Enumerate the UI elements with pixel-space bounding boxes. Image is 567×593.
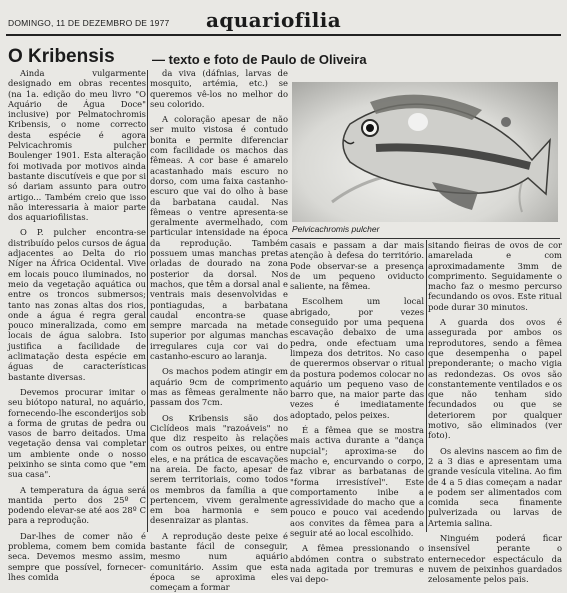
paragraph: Escolhem um local abrigado, por vezes conseguido por uma pequena escavação debaixo de uma pedra, onde efectuam uma limpeza dos detritos. No caso de querermos observar o ritual da postura podemos colocar no aquário um pequeno vaso de barro que, na maior parte das vezes é imediatamente adoptado, pelos peixes.: [290, 296, 424, 420]
paragraph: Devemos procurar imitar o seu biótopo natural, no aquário, fornecendo-lhe esconderijos sob a forma de grutas de pedra ou vasos de barro deitados. Uma vegetação densa vai completar um ambiente onde o nosso peixinho se sinta como que "em sua casa".: [8, 386, 146, 480]
paragraph: Os alevins nascem ao fim de 2 a 3 dias e apresentam uma grande vesícula vitelina. Ao fim de 4 a 5 dias começam a nadar e podem ser alimentados com comida seca finamente pulverizada ou larvas de Artemia salina.: [428, 445, 562, 528]
paragraph: A fêmea pressionando o abdómen contra o substrato nada agitada por tremuras e vai depo-: [290, 543, 424, 585]
column-divider: [147, 70, 148, 532]
paragraph: Os Kribensis são dos Ciclídeos mais "razoáveis" no que diz respeito às relações com os outros peixes, ou entre eles, e na prática de escavações na areia. De facto, apesar de serem territoriais, como todos os membros da família a que pertencem, vivem geralmente em boa harmonia e sem desenraizar as plantas.: [150, 412, 288, 526]
article-byline: — texto e foto de Paulo de Oliveira: [152, 52, 367, 67]
page-header: [6, 6, 561, 36]
paragraph: A reprodução deste peixe é bastante fácil de conseguir, mesmo num aquário comunitário. Assim que esta época se aproxima eles começam a formar: [150, 530, 288, 593]
fish-illustration: [292, 82, 558, 222]
paragraph: A guarda dos ovos é assegurada por ambos os reprodutores, sendo a fêmea que desempenha o papel preponderante; o macho vigia as redondezas. Os ovos são constantemente ventilados e os que não tenham sido fecundados ou que se deteriorem por qualquer motivo, são eliminados (ver foto).: [428, 317, 562, 441]
paragraph: A temperatura da água será mantida perto dos 25º C podendo elevar-se até aos 28º C para a reprodução.: [8, 484, 146, 526]
paragraph: casais e passam a dar mais atenção à defesa do território. Pode observar-se a presença de um pequeno oviducto saliente, na fêmea.: [290, 240, 424, 292]
issue-date: DOMINGO, 11 DE DEZEMBRO DE 1977: [8, 18, 170, 28]
paragraph: Dar-lhes de comer não é problema, comem bem comida seca. Devemos mesmo assim, sempre que possível, fornecer-lhes comida: [8, 530, 146, 582]
article-title: O Kribensis: [8, 46, 115, 67]
photo-divider: [290, 238, 560, 239]
article-column-3: [290, 240, 424, 585]
photo-caption: Pelvicachromis pulcher: [292, 224, 380, 234]
paragraph: Ainda vulgarmente designado em obras recentes (na 1a. edição do meu livro "O Aquário de Água Doce" inclusive) por Pelmatochromis Kribensis, o nome correcto desta espécie é agora Pelvicachromis pulcher Boulenger 1901. Esta alteração foi motivada por motivos ainda bastante discutíveis e que por si só dariam assunto para outro artigo... Também creio que isso não interessaria à maior parte dos aquariofilistas.: [8, 68, 146, 223]
paragraph: Ninguém poderá ficar insensível perante o enternecedor espectáculo da nuvem de peixinhos guardados zelosamente pelos pais.: [428, 533, 562, 585]
paragraph: Os machos podem atingir em aquário 9cm de comprimento mas as fêmeas geralmente não passam dos 7cm.: [150, 366, 288, 408]
article-column-2: [150, 68, 288, 593]
paragraph: É a fêmea que se mostra mais activa durante a "dança nupcial"; aproxima-se do macho e, encurvando o corpo, faz vibrar as barbatanas de "forma irresistível". Este comportamento inibe a agressividade do macho que a pouco e pouco vai acedendo aos convites da fêmea para a seguir até ao local escolhido.: [290, 425, 424, 539]
article-column-4: [428, 240, 562, 585]
paragraph: A coloração apesar de não ser muito vistosa é contudo bonita e permite diferenciar com facilidade os machos das fêmeas. A cor base é amarelo acastanhado mais escuro no dorso, com uma faixa castanho-escuro que vai do olho à base da barbatana caudal. Nas fêmeas o ventre apresenta-se geralmente avermelhado, com particular intensidade na época da reprodução. Também possuem umas manchas pretas orladas de dourado na zona posterior da dorsal. Nos machos, que têm a dorsal anal e ventrais mais desenvolvidas e pontiagudas, a barbatana caudal encontra-se quase sempre marcada na metade superior por algumas manchas irregulares cuja cor vai do castanho-escuro ao laranja.: [150, 114, 288, 362]
paragraph: sitando fieiras de ovos de cor amarelada e com aproximadamente 3mm de comprimento. Seguidamente o macho faz o mesmo percurso fecundando os ovos. Este ritual pode durar 30 minutos.: [428, 240, 562, 312]
section-title: aquariofilia: [206, 8, 342, 32]
column-divider: [426, 240, 427, 532]
paragraph: da viva (dáfnias, larvas de mosquito, artémia, etc.) se queremos vê-los no melhor do seu colorido.: [150, 68, 288, 109]
article-column-1: [8, 68, 146, 582]
paragraph: O P. pulcher encontra-se distribuído pelos cursos de água adjacentes ao Delta do rio Níger na África Ocidental. Vive em locais pouco iluminados, no meio da vegetação aquática ou entre os troncos submersos; tanto nas zonas altas dos rios, onde a água é regra geral pouco mineralizada, como em locais de água salobra. Isto justifica a facilidade de aclimatação desta espécie em águas de características bastante diversas.: [8, 227, 146, 382]
fish-photo: [292, 82, 558, 222]
